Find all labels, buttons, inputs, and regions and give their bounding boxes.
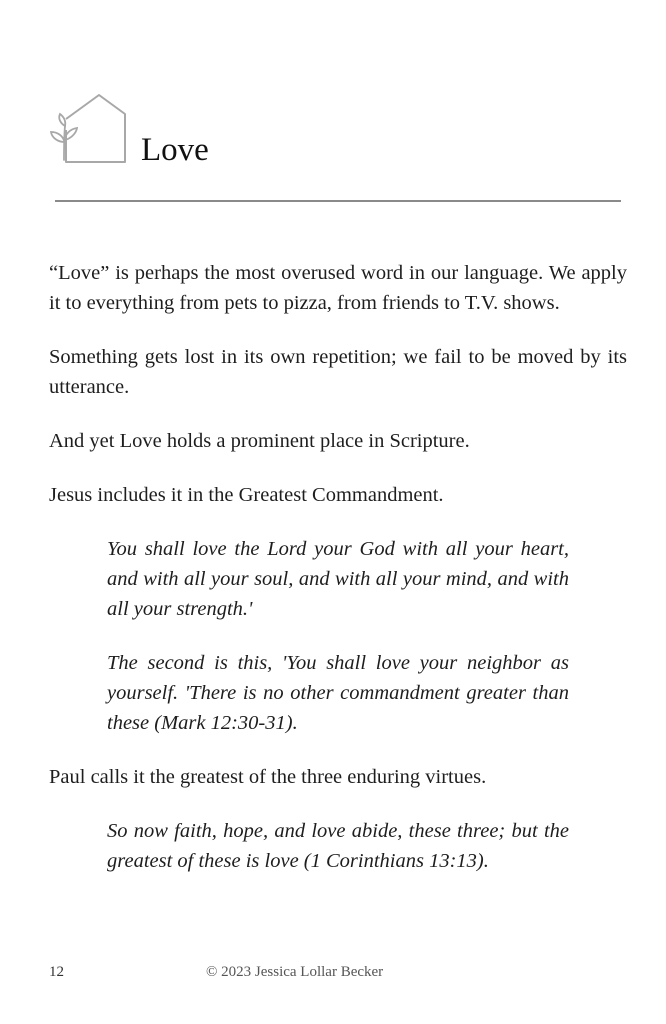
chapter-header [48,92,628,172]
body-paragraph: Jesus includes it in the Greatest Commandment. [49,484,444,506]
page-number: 12 [49,964,64,980]
body-paragraph: And yet Love holds a prominent place in Scripture. [49,430,470,452]
house-with-sprout-icon [48,92,130,164]
scripture-quote: You shall love the Lord your God with all your heart, and with all your soul, and with all your mind, and with all your strength.' [107,538,569,620]
body-paragraph: Paul calls it the greatest of the three enduring virtues. [49,766,487,788]
header-divider [55,200,621,202]
body-paragraph: “Love” is perhaps the most overused word in our language. We apply it to everything from pets to pizza, from friends to T.V. shows. [49,262,627,314]
chapter-body [49,258,627,900]
scripture-quote: So now faith, hope, and love abide, these three; but the greatest of these is love (1 Corinthians 13:13). [107,820,569,872]
scripture-quote: The second is this, 'You shall love your neighbor as yourself. 'There is no other commandment greater than these (Mark 12:30-31). [107,652,569,734]
chapter-title: Love [141,132,209,168]
body-paragraph: Something gets lost in its own repetition; we fail to be moved by its utterance. [49,346,627,398]
copyright-notice: © 2023 Jessica Lollar Becker [206,964,384,980]
page-footer [49,962,627,986]
